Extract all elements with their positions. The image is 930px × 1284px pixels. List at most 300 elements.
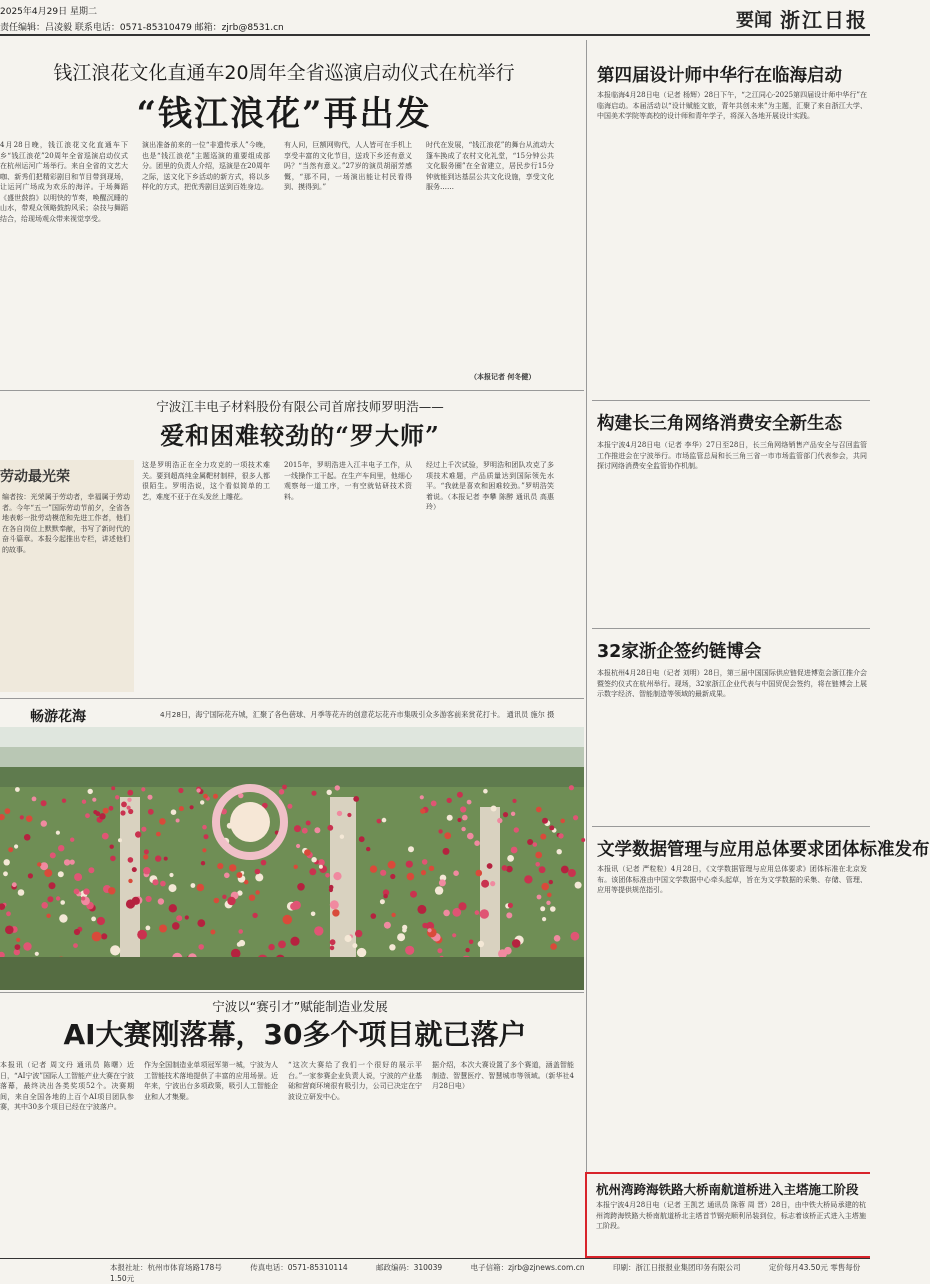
flower-bloom [405,946,414,955]
flower-bloom [143,867,150,874]
flower-bloom [176,819,180,823]
issue-date: 2025年4月29日 星期二 [0,7,97,17]
flower-bloom [249,895,255,901]
flower-bloom [172,922,180,930]
flower-bloom [74,873,82,881]
flower-bloom [159,925,167,933]
flower-bloom [23,942,31,950]
flower-bloom [93,810,97,814]
flower-bloom [179,806,184,811]
story3-kicker: 宁波以“赛引才”赋能制造业发展 [212,999,388,1014]
flower-bloom [491,806,497,812]
flower-bloom [294,825,301,832]
flower-bloom [231,949,241,959]
flower-bloom [391,913,395,917]
flower-bloom [527,839,533,845]
flower-bloom [481,880,489,888]
flower-bloom [103,808,109,814]
flower-bloom [169,884,177,892]
flower-bloom [469,940,474,945]
footer-zip: 邮政编码：310039 [376,1263,443,1272]
flower-bloom [210,930,215,935]
flower-bloom [478,941,484,947]
flower-bloom [26,815,33,822]
flower-bloom [99,813,105,819]
flower-bloom [535,852,542,859]
flower-bloom [388,861,396,869]
flower-bloom [460,806,466,812]
flower-bloom [255,890,259,894]
flower-bloom [16,938,20,942]
flower-bloom [420,808,425,813]
right-story4-body: 本报讯（记者 严粒粒）4月28日，《文学数据管理与应用总体要求》团体标准在北京发布。该团体标准由中国文学数据中心牵头起草，旨在为文学数据的采集、存储、管理、应用等提供规范指引。 [597,865,867,894]
column-rule [586,40,587,1254]
right-story5-headline: 杭州湾跨海铁路大桥南航道桥进入主塔施工阶段 [596,1182,859,1197]
story3-column-4: 据介绍，本次大赛设置了多个赛道，涵盖智能制造、智慧医疗、智慧城市等领域。（新华社4月28日电） [432,1061,574,1090]
flower-bloom [327,825,333,831]
flower-bloom [169,873,173,877]
flower-market-photo [0,727,584,990]
flower-bloom [44,869,52,877]
flower-bloom [222,895,226,899]
flower-bloom [542,917,546,921]
flower-bloom [70,860,75,865]
flower-bloom [159,818,166,825]
flower-bloom [573,815,578,820]
flower-bloom [46,914,50,918]
flower-bloom [5,926,14,935]
flower-bloom [252,913,257,918]
flower-bloom [302,828,308,834]
flower-bloom [541,883,549,891]
flower-bloom [447,815,453,821]
flower-bloom [102,833,109,840]
flower-bloom [83,888,89,894]
flower-bloom [536,807,542,813]
flower-bloom [171,809,177,815]
flower-bloom [487,863,493,869]
flower-bloom [554,935,561,942]
flower-bloom [546,901,550,905]
flower-bloom [337,811,342,816]
right-story2-headline: 构建长三角网络消费安全新生态 [597,414,842,434]
flower-bloom [550,906,556,912]
flower-bloom [35,952,39,956]
story3-headline: AI大赛刚落幕，30多个项目就已落户 [63,1018,527,1051]
flower-bloom [461,827,465,831]
flower-bloom [227,897,235,905]
flower-bloom [402,928,407,933]
flower-bloom [178,788,183,793]
flower-bloom [340,835,344,839]
flower-bloom [82,800,86,804]
story2-headline: 爱和困难较劲的“罗大师” [160,421,440,450]
flower-bloom [18,889,25,896]
flower-bloom [410,891,417,898]
divider [0,992,584,993]
flower-bloom [143,854,148,859]
flower-bloom [3,871,8,876]
story3-column-1: 本报讯（记者 周文丹 通讯员 陈曙）近日，“AI宁波”国际人工智能产业大赛在宁波落幕，最终决出各类奖项52个。决赛期间，来自全国各地的上百个AI项目团队参赛，其中30多个项目已经在宁波落户。 [0,1061,134,1111]
flower-bloom [508,903,513,908]
flower-bloom [560,819,565,824]
flower-bloom [435,886,443,894]
flower-bloom [467,833,474,840]
flower-bloom [88,789,93,794]
flower-bloom [550,943,557,950]
flower-bloom [325,873,330,878]
flower-bloom [347,813,351,817]
flower-bloom [198,944,204,950]
flower-bloom [512,799,516,803]
flower-bloom [132,897,140,905]
flower-bloom [201,861,205,865]
flower-bloom [50,852,56,858]
flower-bloom [278,941,286,949]
flower-bloom [196,788,200,792]
footer-email: 电子信箱：zjrb@zjnews.com.cn [470,1263,585,1272]
flower-bloom [474,840,480,846]
flower-bloom [128,879,132,883]
flower-bloom [429,866,434,871]
flower-bloom [200,800,204,804]
flower-bloom [135,831,141,837]
flower-bloom [417,905,426,914]
flower-bloom [533,842,538,847]
flower-bloom [3,859,9,865]
flower-bloom [204,834,209,839]
flower-bloom [8,847,13,852]
flower-bloom [41,800,47,806]
footer [0,1258,870,1283]
flower-bloom [431,801,437,807]
flower-bloom [458,902,466,910]
flower-bloom [557,849,562,854]
flower-bloom [465,948,469,952]
flower-bloom [197,919,205,927]
right-story3-headline: 32家浙企签约链博会 [597,642,762,662]
flower-bloom [279,789,285,795]
divider [592,400,870,401]
flower-bloom [64,859,70,865]
flower-bloom [422,859,428,865]
flower-bloom [176,915,182,921]
flower-bloom [14,844,18,848]
flower-bloom [542,818,548,824]
flower-bloom [447,798,452,803]
flower-bloom [110,856,116,862]
flower-bloom [56,831,60,835]
flower-bloom [132,867,137,872]
flower-bloom [85,813,90,818]
flower-bloom [503,812,508,817]
flower-bloom [236,872,242,878]
right-story5-body: 本报宁波4月28日电（记者 王凯艺 通讯员 陈蓉 周 晋）28日，由中铁大桥局承建的杭州湾跨海铁路大桥南航道桥北主塔首节钢壳顺利吊装到位，标志着该桥正式进入主塔施工阶段。 [596,1201,866,1230]
flower-bloom [524,875,532,883]
flower-bloom [127,798,131,802]
flower-bloom [330,946,335,951]
flower-bloom [141,787,145,791]
flower-bloom [539,866,546,873]
right-story1-headline: 第四届设计师中华行在临海启动 [597,66,842,86]
flower-bloom [370,865,377,872]
editor-contact: 责任编辑：吕凌毅 联系电话：0571-85310479 邮箱：zjrb@8531.cn [0,23,284,33]
flower-bloom [92,798,96,802]
flower-bloom [144,849,149,854]
divider [0,390,584,391]
flower-bloom [397,933,405,941]
flower-bloom [438,829,442,833]
flower-bloom [390,874,395,879]
flower-bloom [109,806,114,811]
flower-bloom [506,912,512,918]
flower-bloom [389,944,395,950]
flower-bloom [217,863,223,869]
paper-logo: 浙江日报 [780,8,868,32]
flower-bloom [74,929,80,935]
story1-column-3: 有人问，巨额网购代，人人皆可在手机上享受丰富的文化节目，送戏下乡还有意义吗？“当然有意义。”27岁的演员胡丽芳感慨，“那不同，一场演出能让村民看得到、摸得到。” [284,141,412,191]
flower-bloom [164,857,168,861]
flower-bloom [569,785,574,790]
footer-fax: 传真电话：0571-85310114 [250,1263,348,1272]
flower-bloom [443,848,450,855]
flower-bloom [549,880,553,884]
flower-bloom [314,827,320,833]
flower-bloom [12,882,17,887]
flower-bloom [475,910,480,915]
flower-bloom [428,928,432,932]
flower-bloom [330,900,339,909]
right-story2-body: 本报宁波4月28日电（记者 李华）27日至28日，长三角网络销售产品安全与召回监管工作推进会在宁波举行。市场监管总局和长三角三省一市市场监管部门代表参会，共同探讨网络消费安全监管协作机制。 [597,441,867,470]
flower-bloom [47,896,53,902]
flower-bloom [74,889,80,895]
flower-bloom [169,904,177,912]
flower-bloom [549,825,554,830]
flower-bloom [355,930,362,937]
flower-bloom [111,786,115,790]
flower-bloom [457,792,463,798]
flower-bloom [380,899,385,904]
flower-bloom [41,820,47,826]
flower-bloom [283,915,293,925]
flower-bloom [537,895,542,900]
flower-bloom [511,812,515,816]
flower-bloom [444,832,451,839]
flower-bloom [24,834,31,841]
flower-bloom [158,898,164,904]
flower-bloom [28,873,33,878]
flower-bloom [58,871,64,877]
flower-bloom [118,838,122,842]
flower-bloom [408,846,414,852]
story2-column-4: 经过上千次试验，罗明浩和团队攻克了多项技术难题，产品质量达到国际领先水平。“我就是喜欢和困难较劲。”罗明浩笑着说。（本报记者 李攀 陈醉 通讯员 高惠玲） [426,461,554,511]
flower-bloom [504,947,512,955]
story1-kicker: 钱江浪花文化直通车20周年全省巡演启动仪式在杭举行 [53,62,515,84]
flower-bloom [406,861,413,868]
flower-bloom [6,911,11,916]
flower-bloom [304,849,311,856]
flower-bloom [197,884,205,892]
masthead-bar [0,0,870,36]
flower-bloom [70,838,74,842]
flower-bloom [497,818,502,823]
flower-bloom [359,836,365,842]
flower-bloom [141,827,146,832]
flower-bloom [335,785,340,790]
flower-bloom [255,869,261,875]
flower-bloom [309,868,316,875]
story2-column-2: 这是罗明浩正在全力攻克的一项技术难关。要到超高纯金属靶材制样，很多人都很陌生。罗明浩说，这个看似简单的工艺，难度不亚于在头发丝上雕花。 [142,461,270,501]
flower-bloom [41,902,48,909]
flower-bloom [380,870,386,876]
flower-bloom [483,789,488,794]
flower-bloom [92,932,102,942]
flower-bloom [366,847,370,851]
flower-bloom [512,939,521,948]
flower-bloom [352,943,357,948]
flower-bloom [332,909,339,916]
section-name: 要闻 [736,10,772,31]
story1-byline: （本报记者 何冬健） [470,372,536,381]
footer-printer: 印刷：浙江日报报业集团印务有限公司 [612,1263,741,1272]
flower-bloom [15,944,21,950]
story1-column-1: 4月28日晚，钱江浪花文化直通车下乡“钱江浪花”20周年全省巡演启动仪式在杭州运河广场举行。来自全省的文艺大咖、新秀们把精彩剧目和节目带到现场，让运河广场成为欢乐的海洋。于场舞蹈《盛世鼓韵》以明快的节奏，唤醒沉睡的山水，带观众领略鼓韵风采；杂技与舞蹈结合，给现场观众带来视觉享受。 [0,141,128,223]
flower-bloom [268,944,274,950]
flower-bloom [290,937,299,946]
flower-bloom [146,926,151,931]
flower-bloom [558,833,563,838]
flower-bloom [311,791,316,796]
footer-address: 本报社址：杭州市体育场路178号 [110,1263,222,1272]
flower-bloom [490,881,495,886]
flower-bloom [191,883,196,888]
flower-bloom [296,844,300,848]
divider [592,628,870,629]
story1-column-2: 演出准备前来的一位“非遗传承人”今晚，也是“钱江浪花”主题巡演的重要组成部分。团里的负责人介绍，巡演是在20周年之际，送文化下乡活动的新方式，将以多样化的方式，把优秀剧目送到百姓身边。 [142,141,270,191]
right-story4-headline: 文学数据管理与应用总体要求团体标准发布 [597,840,930,860]
flower-bloom [439,879,446,886]
flower-bloom [148,809,154,815]
flower-bloom [311,912,316,917]
flower-bloom [20,815,24,819]
flower-bloom [127,790,133,796]
flower-bloom [421,870,426,875]
flower-bloom [60,900,65,905]
flower-bloom [502,865,508,871]
flower-bloom [383,894,388,899]
right-story1-body: 本报临海4月28日电（记者 杨辉）28日下午，“之江同心·2025第四届设计师中华行”在临海启动。本届活动以“设计赋能文旅，青年共创未来”为主题，汇聚了来自浙江大学、中国美术学院等高校的设计师和青年学子，将深入各地开展设计实践。 [597,91,867,120]
flower-bloom [306,821,311,826]
flower-bloom [213,794,218,799]
flower-bloom [540,906,545,911]
photo-caption: 4月28日，海宁国际花卉城，汇聚了各色蓓球、月季等花卉的创意花坛花卉市集吸引众多游客前来赏花打卡。 通讯员 施尔 摄 [160,710,555,719]
flower-bloom [287,804,292,809]
flower-bloom [40,862,48,870]
flower-bloom [311,857,316,862]
flower-bloom [581,838,585,842]
divider [592,826,870,827]
flower-bloom [290,903,297,910]
flower-bloom [330,939,336,945]
flower-bloom [146,896,152,902]
flower-bloom [214,898,220,904]
flower-bloom [452,933,456,937]
flower-bloom [59,914,67,922]
flower-bloom [91,917,96,922]
flower-bloom [443,910,450,917]
flower-bloom [371,913,377,919]
flower-bloom [137,930,147,940]
divider [0,698,584,699]
flower-bloom [540,834,546,840]
story3-column-2: 作为全国制造业单项冠军第一城，宁波为人工智能技术落地提供了丰富的应用场景。近年来，宁波出台多项政策，吸引人工智能企业和人才集聚。 [144,1061,278,1101]
flower-bloom [160,881,166,887]
flower-bloom [202,825,207,830]
flower-bloom [238,929,243,934]
flower-bloom [152,879,158,885]
flower-bloom [568,869,576,877]
flower-bloom [110,945,120,955]
flower-bloom [453,870,459,876]
flower-bloom [480,909,489,918]
flower-bloom [5,808,11,814]
flower-bloom [261,860,267,866]
flower-bloom [345,935,352,942]
flower-bloom [97,917,105,925]
story2-column-1: 编者按：光荣属于劳动者，幸福属于劳动者。今年“五一”国际劳动节前夕，全省各地表彰一批劳动模范和先进工作者，他们在各自岗位上默默奉献，书写了新时代的奋斗篇章。本报今起推出专栏，讲述他们的故事。 [2,493,130,554]
flower-bloom [58,845,64,851]
flower-bloom [547,893,552,898]
flower-bloom [229,864,236,871]
flower-bloom [185,915,189,919]
flower-bloom [476,870,483,877]
flower-bloom [237,942,242,947]
story2-column-3: 2015年，罗明浩进入江丰电子工作，从一线操作工干起。在生产车间里，他细心观察每一道工序，一有空就钻研技术资料。 [284,461,412,501]
flower-bloom [457,818,461,822]
flower-bloom [88,867,94,873]
flower-bloom [314,926,323,935]
story1-column-4: 时代在发展，“钱江浪花”的舞台从流动大篷车换成了农村文化礼堂，“15分钟公共文化服务圈”在全省建立，居民步行15分钟就能到达基层公共文化设施，享受文化服务…… [426,141,554,191]
flower-bloom [32,797,37,802]
flower-bloom [128,857,134,863]
flower-bloom [507,855,514,862]
right-story3-body: 本报杭州4月28日电（记者 刘明）28日，第三届中国国际供应链促进博览会浙江推介会暨签约仪式在杭州举行。现场，32家浙江企业代表与中国贸促会签约，将在链博会上展示数字经济、智能制造等领域的最新成果。 [597,669,867,698]
flower-bloom [297,883,305,891]
flower-bloom [224,873,230,879]
story2-kicker: 宁波江丰电子材料股份有限公司首席技师罗明浩—— [156,399,444,414]
flower-bloom [294,865,298,869]
column-box-title: 劳动最光荣 [0,469,70,485]
flower-bloom [535,862,540,867]
flower-bloom [255,873,263,881]
flower-bloom [155,855,161,861]
flower-bloom [282,785,287,790]
flower-bloom [571,932,580,941]
flower-bloom [420,795,424,799]
flower-bloom [462,815,468,821]
flower-bloom [108,887,115,894]
flower-bloom [357,948,366,957]
flower-bloom [329,888,333,892]
flower-bloom [156,832,161,837]
flower-bloom [81,896,85,900]
flower-bloom [333,872,341,880]
flower-bloom [121,802,127,808]
flower-bloom [327,790,332,795]
flower-bloom [110,845,114,849]
flower-bloom [120,810,125,815]
flower-bloom [190,805,194,809]
